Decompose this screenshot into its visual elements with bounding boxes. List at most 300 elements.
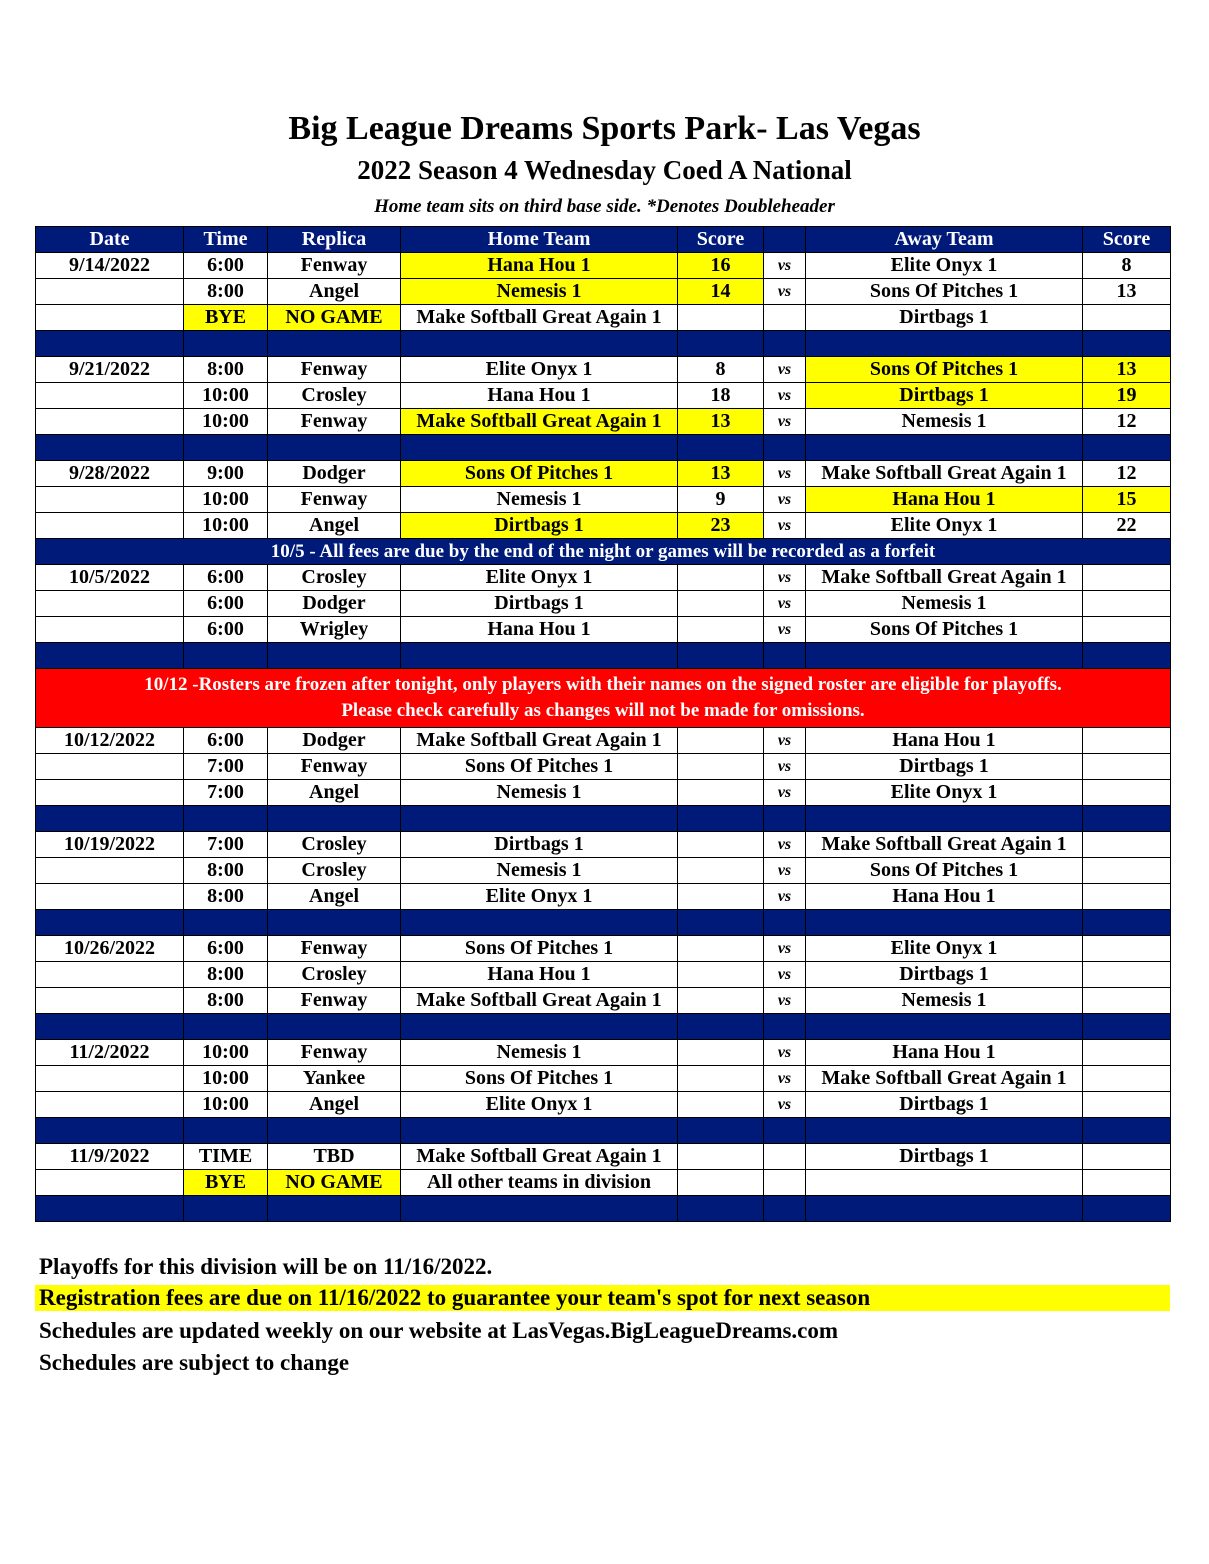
bye-row: [36, 305, 1171, 331]
away-team-cell: Dirtbags 1: [806, 1144, 1083, 1170]
date-cell: [36, 1092, 184, 1118]
separator-cell: [401, 435, 678, 461]
date-cell: [36, 513, 184, 539]
registration-note: Registration fees are due on 11/16/2022 to guarantee your team's spot for next season: [35, 1285, 1170, 1311]
game-row: [36, 461, 1171, 487]
field-cell: Fenway: [268, 936, 401, 962]
home-score-cell: [678, 305, 764, 331]
time-cell: 8:00: [184, 279, 268, 305]
home-score-cell: [678, 884, 764, 910]
date-cell: [36, 383, 184, 409]
time-cell: 8:00: [184, 988, 268, 1014]
separator-cell: [678, 1014, 764, 1040]
game-row: [36, 1092, 1171, 1118]
separator-row: [36, 1014, 1171, 1040]
vs-cell: vs: [764, 936, 806, 962]
vs-cell: vs: [764, 279, 806, 305]
vs-cell: vs: [764, 780, 806, 806]
away-team-cell: Dirtbags 1: [806, 754, 1083, 780]
separator-cell: [36, 1014, 184, 1040]
home-team-cell: Hana Hou 1: [401, 383, 678, 409]
separator-cell: [268, 1196, 401, 1222]
time-cell: 6:00: [184, 253, 268, 279]
separator-cell: [678, 910, 764, 936]
separator-cell: [678, 331, 764, 357]
vs-cell: vs: [764, 754, 806, 780]
away-team-cell: Elite Onyx 1: [806, 253, 1083, 279]
separator-cell: [184, 910, 268, 936]
separator-cell: [764, 331, 806, 357]
separator-cell: [401, 910, 678, 936]
away-team-cell: Elite Onyx 1: [806, 780, 1083, 806]
home-score-cell: 13: [678, 409, 764, 435]
away-team-cell: Nemesis 1: [806, 988, 1083, 1014]
time-cell: 10:00: [184, 1066, 268, 1092]
game-row: [36, 357, 1171, 383]
date-cell: [36, 884, 184, 910]
away-team-cell: Hana Hou 1: [806, 1040, 1083, 1066]
col-home-score: Score: [678, 227, 764, 253]
vs-cell: vs: [764, 832, 806, 858]
home-team-cell: Make Softball Great Again 1: [401, 409, 678, 435]
vs-cell: [764, 1144, 806, 1170]
schedule-table: [35, 226, 1171, 1222]
separator-cell: [764, 435, 806, 461]
vs-cell: vs: [764, 1092, 806, 1118]
field-cell: Yankee: [268, 1066, 401, 1092]
time-cell: 8:00: [184, 962, 268, 988]
home-score-cell: 23: [678, 513, 764, 539]
away-score-cell: [1083, 1170, 1171, 1196]
away-team-cell: [806, 1170, 1083, 1196]
col-home-team: Home Team: [401, 227, 678, 253]
vs-cell: vs: [764, 565, 806, 591]
away-score-cell: [1083, 305, 1171, 331]
separator-cell: [678, 643, 764, 669]
date-cell: 9/21/2022: [36, 357, 184, 383]
separator-cell: [184, 1196, 268, 1222]
separator-cell: [806, 910, 1083, 936]
home-score-cell: [678, 1066, 764, 1092]
alert-line-2: Please check carefully as changes will not be made for omissions.: [341, 700, 865, 721]
time-cell: BYE: [184, 305, 268, 331]
field-cell: Angel: [268, 884, 401, 910]
separator-cell: [1083, 806, 1171, 832]
separator-cell: [401, 331, 678, 357]
field-cell: Crosley: [268, 832, 401, 858]
field-cell: Dodger: [268, 728, 401, 754]
date-cell: [36, 858, 184, 884]
away-team-cell: Make Softball Great Again 1: [806, 1066, 1083, 1092]
time-cell: 10:00: [184, 1092, 268, 1118]
away-team-cell: Sons Of Pitches 1: [806, 858, 1083, 884]
date-cell: [36, 487, 184, 513]
vs-cell: [764, 305, 806, 331]
game-row: [36, 988, 1171, 1014]
separator-row: [36, 910, 1171, 936]
home-score-cell: [678, 754, 764, 780]
separator-row: [36, 331, 1171, 357]
alert-line-1: 10/12 -Rosters are frozen after tonight, only players with their names on the signed roster are eligible for playoffs.: [144, 674, 1062, 695]
vs-cell: vs: [764, 513, 806, 539]
home-team-cell: Elite Onyx 1: [401, 1092, 678, 1118]
separator-cell: [1083, 643, 1171, 669]
home-team-cell: All other teams in division: [401, 1170, 678, 1196]
away-score-cell: [1083, 1144, 1171, 1170]
separator-cell: [401, 806, 678, 832]
separator-cell: [764, 806, 806, 832]
separator-cell: [1083, 1196, 1171, 1222]
separator-cell: [401, 1118, 678, 1144]
game-row: [36, 617, 1171, 643]
separator-cell: [268, 435, 401, 461]
away-score-cell: [1083, 617, 1171, 643]
vs-cell: vs: [764, 461, 806, 487]
vs-cell: vs: [764, 1066, 806, 1092]
field-cell: Angel: [268, 1092, 401, 1118]
home-team-cell: Dirtbags 1: [401, 513, 678, 539]
separator-cell: [1083, 1014, 1171, 1040]
away-team-cell: Make Softball Great Again 1: [806, 461, 1083, 487]
home-team-cell: Make Softball Great Again 1: [401, 1144, 678, 1170]
game-row: [36, 962, 1171, 988]
separator-cell: [764, 643, 806, 669]
away-team-cell: Elite Onyx 1: [806, 936, 1083, 962]
separator-cell: [184, 331, 268, 357]
date-cell: [36, 1066, 184, 1092]
time-cell: 10:00: [184, 383, 268, 409]
separator-cell: [678, 435, 764, 461]
time-cell: 8:00: [184, 357, 268, 383]
home-team-cell: Nemesis 1: [401, 279, 678, 305]
game-row: [36, 1066, 1171, 1092]
vs-cell: vs: [764, 884, 806, 910]
separator-cell: [268, 1118, 401, 1144]
home-score-cell: [678, 1170, 764, 1196]
date-cell: [36, 1170, 184, 1196]
table-header: [36, 227, 1171, 253]
home-score-cell: 14: [678, 279, 764, 305]
separator-cell: [764, 1196, 806, 1222]
away-score-cell: [1083, 936, 1171, 962]
game-row: [36, 253, 1171, 279]
field-cell: Fenway: [268, 409, 401, 435]
game-row: [36, 1144, 1171, 1170]
game-row: [36, 780, 1171, 806]
home-team-cell: Sons Of Pitches 1: [401, 754, 678, 780]
away-score-cell: [1083, 754, 1171, 780]
away-score-cell: [1083, 1040, 1171, 1066]
notice-text: 10/5 - All fees are due by the end of the night or games will be recorded as a forfeit: [36, 539, 1171, 565]
separator-row: [36, 643, 1171, 669]
home-score-cell: [678, 962, 764, 988]
away-team-cell: Nemesis 1: [806, 409, 1083, 435]
separator-cell: [1083, 1118, 1171, 1144]
separator-cell: [268, 643, 401, 669]
date-cell: [36, 591, 184, 617]
vs-cell: vs: [764, 409, 806, 435]
alert-row: [36, 669, 1171, 728]
time-cell: BYE: [184, 1170, 268, 1196]
home-team-cell: Sons Of Pitches 1: [401, 936, 678, 962]
separator-row: [36, 1118, 1171, 1144]
separator-row: [36, 435, 1171, 461]
home-score-cell: [678, 1040, 764, 1066]
away-score-cell: 12: [1083, 409, 1171, 435]
home-team-cell: Make Softball Great Again 1: [401, 728, 678, 754]
away-team-cell: Dirtbags 1: [806, 383, 1083, 409]
away-score-cell: 12: [1083, 461, 1171, 487]
page-subtitle: 2022 Season 4 Wednesday Coed A National: [357, 155, 852, 185]
away-score-cell: 8: [1083, 253, 1171, 279]
page-title: Big League Dreams Sports Park- Las Vegas: [288, 110, 921, 147]
game-row: [36, 884, 1171, 910]
separator-cell: [36, 435, 184, 461]
home-team-cell: Hana Hou 1: [401, 253, 678, 279]
date-cell: [36, 988, 184, 1014]
game-row: [36, 1040, 1171, 1066]
home-team-cell: Elite Onyx 1: [401, 357, 678, 383]
away-score-cell: [1083, 988, 1171, 1014]
vs-cell: vs: [764, 487, 806, 513]
separator-cell: [36, 1118, 184, 1144]
away-team-cell: Dirtbags 1: [806, 1092, 1083, 1118]
game-row: [36, 754, 1171, 780]
time-cell: 10:00: [184, 1040, 268, 1066]
time-cell: TIME: [184, 1144, 268, 1170]
date-cell: [36, 962, 184, 988]
away-team-cell: Make Softball Great Again 1: [806, 832, 1083, 858]
game-row: [36, 832, 1171, 858]
separator-cell: [268, 1014, 401, 1040]
col-time: Time: [184, 227, 268, 253]
schedule-body: [36, 253, 1171, 1222]
separator-cell: [806, 806, 1083, 832]
away-team-cell: Dirtbags 1: [806, 962, 1083, 988]
home-score-cell: [678, 591, 764, 617]
home-team-cell: Nemesis 1: [401, 1040, 678, 1066]
col-away-team: Away Team: [806, 227, 1083, 253]
field-cell: Angel: [268, 780, 401, 806]
date-cell: [36, 305, 184, 331]
date-cell: 10/26/2022: [36, 936, 184, 962]
time-cell: 7:00: [184, 754, 268, 780]
away-score-cell: [1083, 1092, 1171, 1118]
separator-cell: [36, 331, 184, 357]
field-cell: NO GAME: [268, 305, 401, 331]
date-cell: 11/9/2022: [36, 1144, 184, 1170]
bye-row: [36, 1170, 1171, 1196]
game-row: [36, 858, 1171, 884]
separator-cell: [401, 1014, 678, 1040]
home-team-cell: Hana Hou 1: [401, 962, 678, 988]
game-row: [36, 487, 1171, 513]
separator-cell: [1083, 910, 1171, 936]
website-note: Schedules are updated weekly on our website at LasVegas.BigLeagueDreams.com: [39, 1318, 839, 1343]
away-score-cell: [1083, 565, 1171, 591]
game-row: [36, 409, 1171, 435]
home-score-cell: 9: [678, 487, 764, 513]
home-team-cell: Nemesis 1: [401, 858, 678, 884]
time-cell: 8:00: [184, 858, 268, 884]
away-team-cell: Hana Hou 1: [806, 487, 1083, 513]
time-cell: 9:00: [184, 461, 268, 487]
home-score-cell: [678, 858, 764, 884]
col-replica: Replica: [268, 227, 401, 253]
field-cell: Dodger: [268, 461, 401, 487]
home-score-cell: [678, 832, 764, 858]
col-vs: [764, 227, 806, 253]
time-cell: 6:00: [184, 617, 268, 643]
separator-cell: [806, 435, 1083, 461]
game-row: [36, 383, 1171, 409]
home-score-cell: [678, 780, 764, 806]
field-cell: Fenway: [268, 988, 401, 1014]
field-cell: Wrigley: [268, 617, 401, 643]
game-row: [36, 591, 1171, 617]
game-row: [36, 565, 1171, 591]
vs-cell: vs: [764, 357, 806, 383]
field-cell: Crosley: [268, 565, 401, 591]
notice-row: [36, 539, 1171, 565]
separator-cell: [36, 1196, 184, 1222]
field-cell: Fenway: [268, 487, 401, 513]
separator-cell: [184, 643, 268, 669]
away-team-cell: Elite Onyx 1: [806, 513, 1083, 539]
field-cell: Crosley: [268, 962, 401, 988]
home-team-cell: Make Softball Great Again 1: [401, 305, 678, 331]
home-team-cell: Sons Of Pitches 1: [401, 1066, 678, 1092]
date-cell: [36, 617, 184, 643]
home-team-cell: Nemesis 1: [401, 487, 678, 513]
separator-cell: [806, 1196, 1083, 1222]
time-cell: 6:00: [184, 936, 268, 962]
separator-cell: [1083, 331, 1171, 357]
separator-cell: [806, 331, 1083, 357]
date-cell: [36, 780, 184, 806]
date-cell: 10/19/2022: [36, 832, 184, 858]
alert-cell: [36, 669, 1171, 728]
home-score-cell: [678, 1092, 764, 1118]
home-team-cell: Nemesis 1: [401, 780, 678, 806]
separator-row: [36, 1196, 1171, 1222]
field-cell: Crosley: [268, 383, 401, 409]
away-score-cell: 19: [1083, 383, 1171, 409]
separator-cell: [806, 643, 1083, 669]
away-score-cell: [1083, 780, 1171, 806]
date-cell: 9/14/2022: [36, 253, 184, 279]
home-team-cell: Dirtbags 1: [401, 591, 678, 617]
home-score-cell: [678, 988, 764, 1014]
game-row: [36, 728, 1171, 754]
col-date: Date: [36, 227, 184, 253]
separator-cell: [401, 643, 678, 669]
date-cell: 10/12/2022: [36, 728, 184, 754]
away-team-cell: Dirtbags 1: [806, 305, 1083, 331]
separator-cell: [184, 435, 268, 461]
home-score-cell: 16: [678, 253, 764, 279]
field-cell: Fenway: [268, 1040, 401, 1066]
time-cell: 6:00: [184, 728, 268, 754]
home-score-cell: [678, 936, 764, 962]
separator-cell: [184, 1118, 268, 1144]
date-cell: 11/2/2022: [36, 1040, 184, 1066]
date-cell: [36, 279, 184, 305]
home-team-cell: Elite Onyx 1: [401, 884, 678, 910]
separator-cell: [36, 806, 184, 832]
away-team-cell: Sons Of Pitches 1: [806, 617, 1083, 643]
field-cell: Fenway: [268, 253, 401, 279]
game-row: [36, 279, 1171, 305]
separator-cell: [184, 1014, 268, 1040]
time-cell: 10:00: [184, 513, 268, 539]
separator-cell: [764, 910, 806, 936]
field-cell: Fenway: [268, 754, 401, 780]
time-cell: 10:00: [184, 409, 268, 435]
home-team-cell: Elite Onyx 1: [401, 565, 678, 591]
home-score-cell: [678, 728, 764, 754]
separator-cell: [268, 910, 401, 936]
date-cell: 9/28/2022: [36, 461, 184, 487]
away-score-cell: [1083, 858, 1171, 884]
separator-cell: [806, 1014, 1083, 1040]
game-row: [36, 936, 1171, 962]
field-cell: Crosley: [268, 858, 401, 884]
page-note: Home team sits on third base side. *Denotes Doubleheader: [374, 196, 835, 217]
separator-cell: [268, 806, 401, 832]
time-cell: 7:00: [184, 780, 268, 806]
field-cell: NO GAME: [268, 1170, 401, 1196]
separator-cell: [401, 1196, 678, 1222]
separator-row: [36, 806, 1171, 832]
vs-cell: vs: [764, 858, 806, 884]
away-score-cell: [1083, 1066, 1171, 1092]
home-team-cell: Make Softball Great Again 1: [401, 988, 678, 1014]
separator-cell: [36, 643, 184, 669]
time-cell: 7:00: [184, 832, 268, 858]
away-score-cell: [1083, 591, 1171, 617]
home-score-cell: 13: [678, 461, 764, 487]
away-team-cell: Sons Of Pitches 1: [806, 279, 1083, 305]
separator-cell: [268, 331, 401, 357]
col-away-score: Score: [1083, 227, 1171, 253]
away-team-cell: Hana Hou 1: [806, 728, 1083, 754]
home-team-cell: Hana Hou 1: [401, 617, 678, 643]
away-team-cell: Sons Of Pitches 1: [806, 357, 1083, 383]
vs-cell: vs: [764, 383, 806, 409]
change-note: Schedules are subject to change: [39, 1350, 350, 1375]
time-cell: 10:00: [184, 487, 268, 513]
away-team-cell: Hana Hou 1: [806, 884, 1083, 910]
home-score-cell: 18: [678, 383, 764, 409]
separator-cell: [36, 910, 184, 936]
date-cell: [36, 754, 184, 780]
home-score-cell: 8: [678, 357, 764, 383]
home-score-cell: [678, 1144, 764, 1170]
separator-cell: [806, 1118, 1083, 1144]
vs-cell: vs: [764, 617, 806, 643]
vs-cell: vs: [764, 253, 806, 279]
home-score-cell: [678, 565, 764, 591]
home-score-cell: [678, 617, 764, 643]
date-cell: 10/5/2022: [36, 565, 184, 591]
away-score-cell: 13: [1083, 279, 1171, 305]
time-cell: 6:00: [184, 591, 268, 617]
time-cell: 8:00: [184, 884, 268, 910]
date-cell: [36, 409, 184, 435]
game-row: [36, 513, 1171, 539]
away-score-cell: [1083, 884, 1171, 910]
